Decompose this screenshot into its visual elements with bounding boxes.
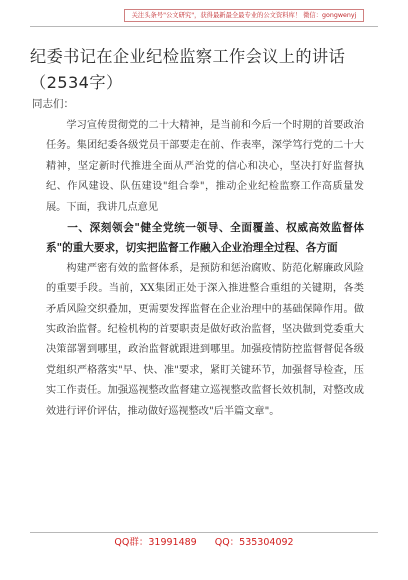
document-title: 纪委书记在企业纪检监察工作会议上的讲话（2534字）: [30, 47, 346, 92]
document-body: [46, 116, 364, 422]
footer-qq-group: QQ群：31991489: [114, 537, 197, 548]
section-heading-1: 一、深刻领会"健全党统一领导、全面覆盖、权威高效监督体系"的重大要求，切实把监督工作融入企业治理全过程、各方面: [46, 222, 364, 255]
intro-paragraph: 学习宣传贯彻党的二十大精神，是当前和今后一个时期的首要政治任务。集团纪委各级党员干部要走在前、作表率，深学笃行党的二十大精神，坚定新时代推进全面从严治党的信心和决心，坚决打好监督执纪、作风建设、队伍建设"组合拳"，推动企业纪检监察工作高质量发展。下面，我讲几点意见: [46, 120, 364, 213]
greeting: 同志们：: [32, 98, 74, 110]
footer-divider: [30, 532, 378, 533]
footer-contact: [0, 537, 408, 549]
body-paragraph: 构建严密有效的监督体系，是预防和惩治腐败、防范化解廉政风险的重要手段。当前，XX集团正处于深入推进整合重组的关键期，各类矛盾风险交织叠加，更需要发挥监督在企业治理中的基础保障作用。做实政治监督。纪检机构的首要职责是做好政治监督，坚决做到党委重大决策部署到哪里，政治监督就跟进到哪里。加强疫情防控监督督促各级党组织严格落实"早、快、准"要求，紧盯关键环节，加强督导检查，压实工作责任。加强巡视整改监督建立巡视整改监督长效机制，对整改成效进行评价评估，推动做好巡视整改"后半篇文章"。: [46, 262, 364, 417]
footer-qq: QQ：535304092: [214, 537, 294, 548]
header-divider: [30, 26, 378, 27]
header-banner: 关注头条号"公文研究"，获得最新最全最专业的公文资料库！ 微信：gongwenyj: [124, 9, 364, 22]
